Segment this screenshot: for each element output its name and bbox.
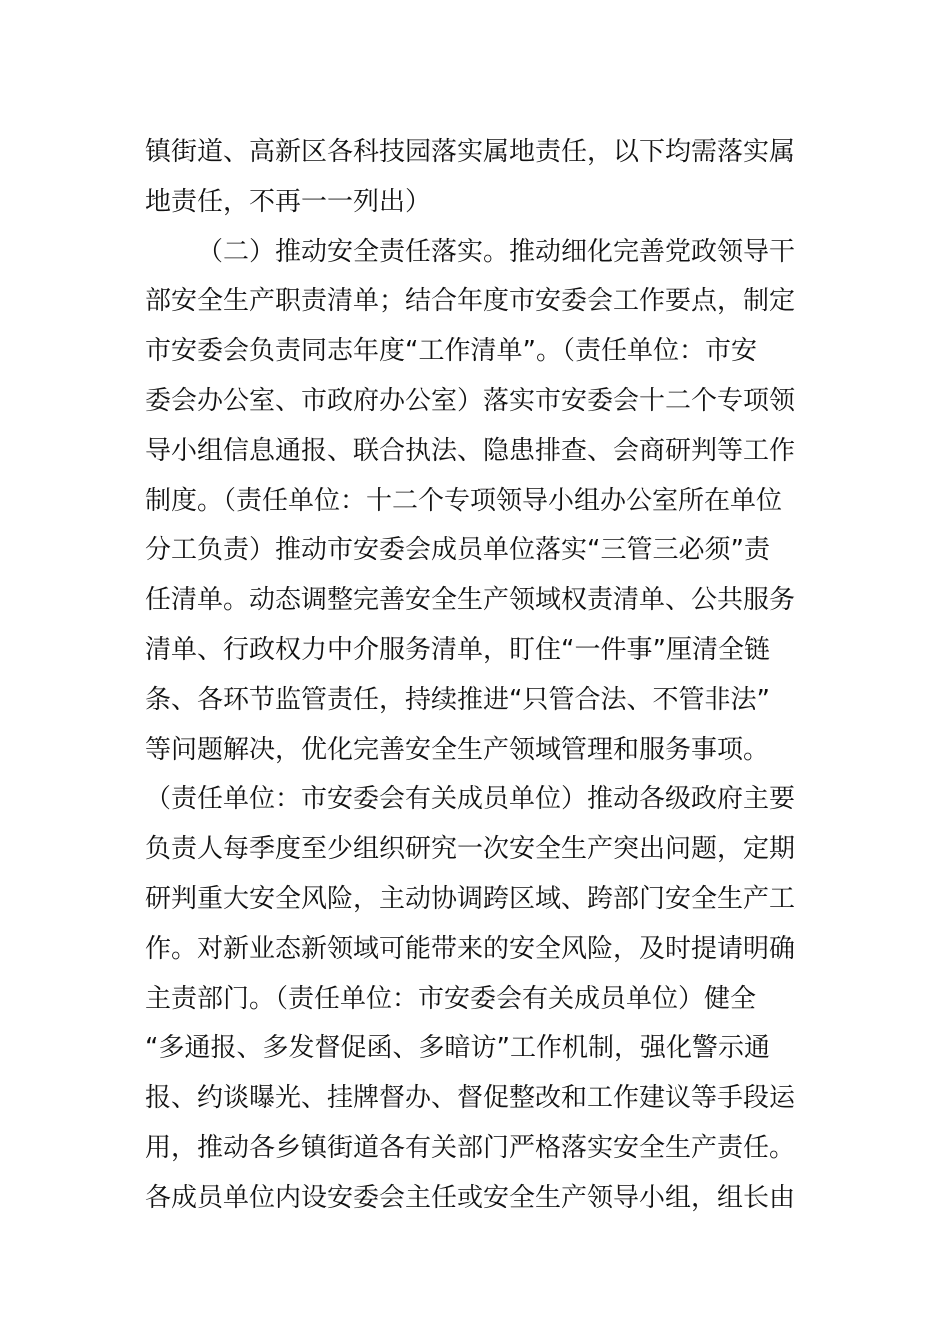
- text-line: 用，推动各乡镇街道各有关部门严格落实安全生产责任。: [145, 1132, 796, 1163]
- text-line: 分工负责）推动市安委会成员单位落实“三管三必须”责: [145, 535, 770, 566]
- text-line: 部安全生产职责清单；结合年度市安委会工作要点，制定: [145, 286, 796, 317]
- text-line: 主责部门。（责任单位：市安委会有关成员单位）健全: [145, 983, 757, 1014]
- text-line: 各成员单位内设安委会主任或安全生产领导小组，组长由: [145, 1182, 796, 1213]
- text-line: 镇街道、高新区各科技园落实属地责任，以下均需落实属: [145, 137, 796, 167]
- text-line: “多通报、多发督促函、多暗访”工作机制，强化警示通: [145, 1033, 770, 1064]
- text-line: （二）推动安全责任落实。推动细化完善党政领导干: [197, 236, 796, 267]
- text-line: 任清单。动态调整完善安全生产领域权责清单、公共服务: [145, 585, 796, 616]
- text-line: 市安委会负责同志年度“工作清单”。（责任单位：市安: [145, 336, 757, 367]
- body-text: [145, 128, 805, 1224]
- text-line: 作。对新业态新领域可能带来的安全风险，及时提请明确: [145, 933, 796, 964]
- text-line: 清单、行政权力中介服务清单，盯住“一件事”厘清全链: [145, 634, 770, 665]
- text-line: 负责人每季度至少组织研究一次安全生产突出问题，定期: [145, 834, 796, 865]
- text-line: 委会办公室、市政府办公室）落实市安委会十二个专项领: [145, 385, 796, 416]
- text-line: 制度。（责任单位：十二个专项领导小组办公室所在单位: [145, 485, 783, 516]
- text-line: 等问题解决，优化完善安全生产领域管理和服务事项。: [145, 734, 770, 765]
- text-line: （责任单位：市安委会有关成员单位）推动各级政府主要: [145, 784, 796, 815]
- text-line: 导小组信息通报、联合执法、隐患排查、会商研判等工作: [145, 435, 796, 466]
- text-line: 报、约谈曝光、挂牌督办、督促整改和工作建议等手段运: [145, 1083, 796, 1114]
- text-line: 地责任，不再一一列出）: [145, 186, 432, 217]
- text-line: 研判重大安全风险，主动协调跨区域、跨部门安全生产工: [145, 883, 796, 914]
- text-line: 条、各环节监管责任，持续推进“只管合法、不管非法”: [145, 684, 770, 715]
